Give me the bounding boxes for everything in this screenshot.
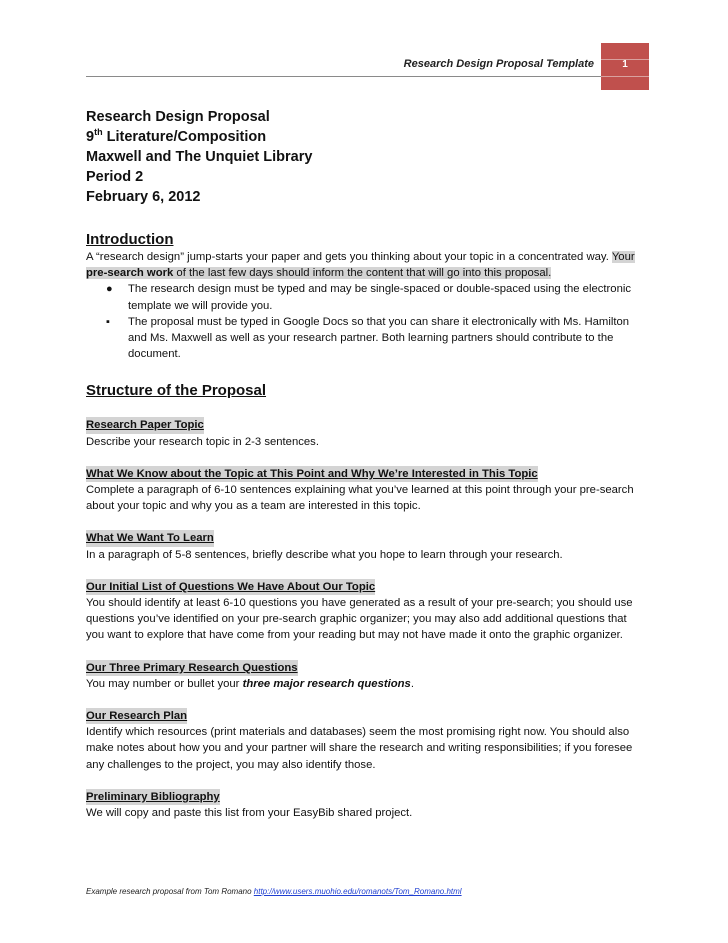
bullet-text: The research design must be typed and may be single-spaced or double-spaced using the electronic template we will provide you. [128,283,632,312]
section-body: We will copy and paste this list from your EasyBib shared project. [86,807,413,820]
intro-text: A “research design” jump-starts your paper and gets you thinking about your topic in a concentrated way. [86,251,612,263]
section-label: What We Want To Learn [86,530,214,546]
header-divider [86,76,643,77]
section-label: Our Research Plan [86,708,187,724]
page-footer [86,887,462,896]
section-label: Our Three Primary Research Questions [86,660,298,676]
bullet-item [86,281,646,313]
section-initial-questions [86,579,646,644]
introduction-bullets [86,281,646,362]
course-name: Literature/Composition [102,129,267,145]
section-topic [86,417,646,449]
bullet-dot-icon: ● [106,283,113,296]
intro-highlight-a: Your [611,251,635,263]
document-body [86,230,646,821]
bullet-text: The proposal must be typed in Google Docs so that you can share it electronically with Ms. Hamilton and Ms. Maxwell as well as your research partner. Both learning partners should contribute to the document. [128,315,630,361]
doc-teacher: Maxwell and The Unquiet Library [86,149,313,165]
section-label: Preliminary Bibliography [86,789,220,805]
section-body: In a paragraph of 5-8 sentences, briefly describe what you hope to learn through your research. [86,548,563,561]
section-primary-questions [86,660,646,692]
section-body [86,676,646,692]
section-body-emphasis: three major research questions [242,677,411,690]
section-what-we-know [86,466,646,515]
section-body-pre: You may number or bullet your [86,677,243,690]
section-body-post: . [410,677,414,690]
structure-heading: Structure of the Proposal [86,382,267,400]
grade-suffix: th [94,127,103,138]
section-bibliography [86,789,646,821]
section-body: You should identify at least 6-10 questions you have generated as a result of your pre-search; you should use questions you’ve identified on your pre-search graphic organizer; you may also add additional questions that you want to explore that have come from your reading but may not have made it onto the graphic organizer. [86,597,633,642]
section-research-plan [86,708,646,773]
running-header-title: Research Design Proposal Template [403,58,594,70]
section-body: Identify which resources (print materials and databases) seem the most promising right now. You should also make notes about how you and your partner will share the research and writing responsibilities; if you foresee any challenges to the project, you may also identify those. [86,726,633,771]
bullet-item [86,314,646,363]
introduction-paragraph [86,249,646,281]
intro-highlight-b: of the last few days should inform the content that will go into this proposal. [173,267,552,280]
page-number: 1 [622,59,628,70]
footer-text: Example research proposal from Tom Romano [86,887,254,896]
section-what-we-want [86,530,646,562]
intro-highlight-bold: pre-search work [86,267,174,280]
introduction-heading: Introduction [86,231,174,248]
section-label: Our Initial List of Questions We Have About Our Topic [86,579,375,595]
footer-link[interactable]: http://www.users.muohio.edu/romanots/Tom_Romano.html [253,887,462,896]
section-body: Complete a paragraph of 6-10 sentences explaining what you’ve learned at this point through your pre-search about your topic and why you as a team are interested in this topic. [86,484,634,513]
section-label: Research Paper Topic [86,417,204,433]
doc-date: February 6, 2012 [86,189,201,205]
bullet-square-icon: ▪ [106,315,110,328]
page-tab-line-bottom [601,76,649,77]
section-label: What We Know about the Topic at This Point and Why We’re Interested in This Topic [86,466,538,482]
doc-title: Research Design Proposal [86,109,270,125]
section-body: Describe your research topic in 2-3 sentences. [86,435,319,448]
grade-number: 9 [86,129,95,145]
doc-course [86,127,646,147]
doc-period: Period 2 [86,169,144,185]
document-title-block [86,107,646,207]
